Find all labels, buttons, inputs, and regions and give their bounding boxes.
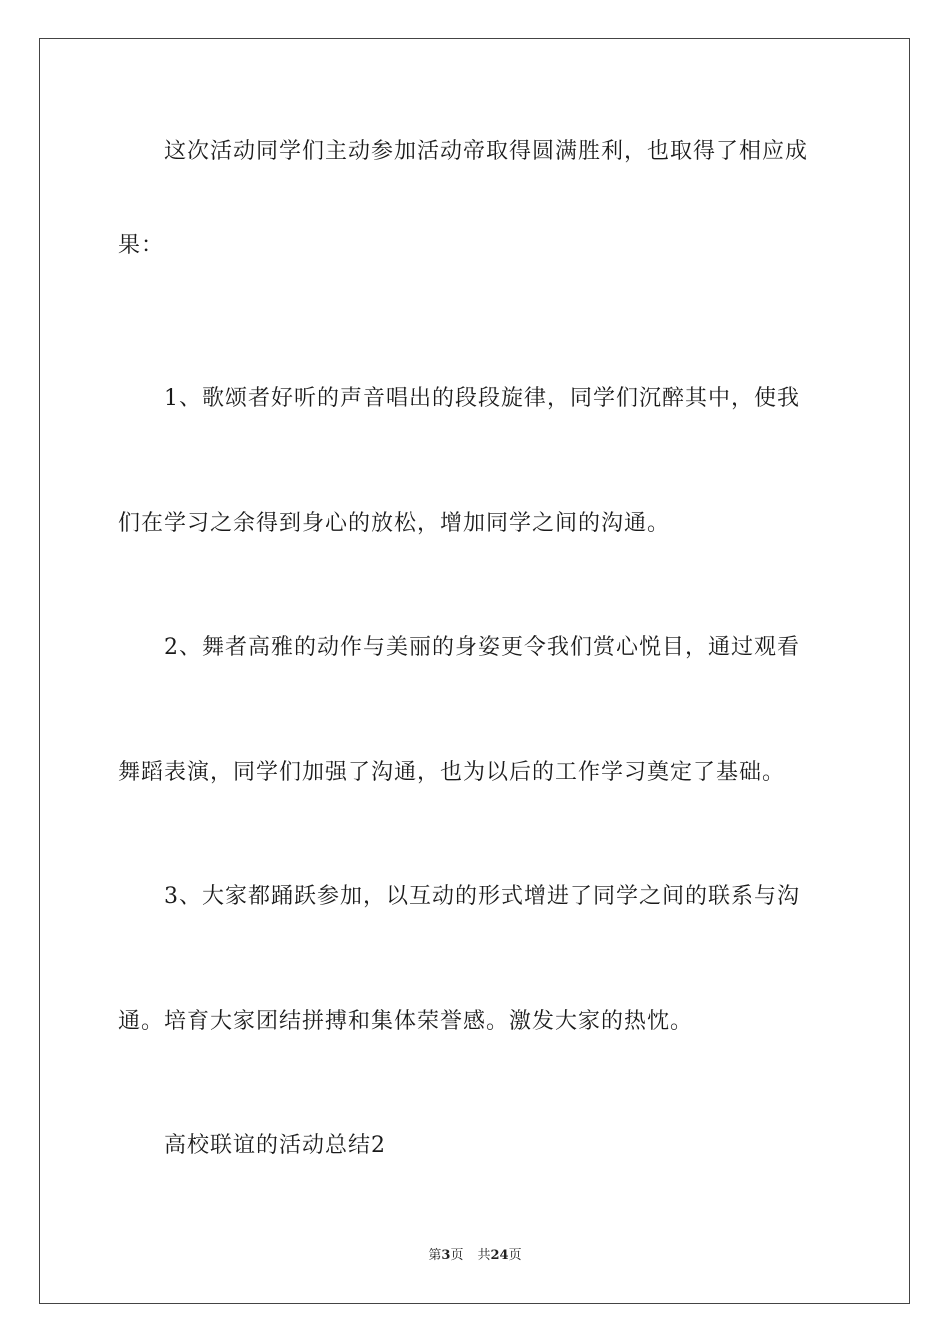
paragraph-line: 这次活动同学们主动参加活动帝取得圆满胜利，也取得了相应成 (164, 139, 809, 164)
paragraph-line: 3、大家都踊跃参加，以互动的形式增进了同学之间的联系与沟 (164, 884, 800, 909)
paragraph-line: 舞蹈表演，同学们加强了沟通，也为以后的工作学习奠定了基础。 (118, 760, 786, 785)
page-prefix: 第 (428, 1248, 442, 1263)
total-prefix: 共 (477, 1248, 491, 1263)
total-suffix: 页 (508, 1248, 522, 1263)
paragraph-line: 通。培育大家团结拼搏和集体荣誉感。激发大家的热忱。 (118, 1009, 694, 1034)
page-border (39, 38, 910, 1304)
page-current: 3 (441, 1248, 451, 1263)
page-total: 24 (490, 1248, 509, 1263)
page-suffix: 页 (450, 1248, 464, 1263)
paragraph-line: 1、歌颂者好听的声音唱出的段段旋律，同学们沉醉其中，使我 (164, 386, 800, 411)
page-footer (0, 1247, 950, 1265)
paragraph-line: 2、舞者高雅的动作与美丽的身姿更令我们赏心悦目，通过观看 (164, 635, 800, 660)
section-heading: 高校联谊的活动总结2 (164, 1133, 386, 1158)
paragraph-line: 们在学习之余得到身心的放松，增加同学之间的沟通。 (118, 511, 671, 536)
paragraph-line: 果： (118, 233, 165, 258)
